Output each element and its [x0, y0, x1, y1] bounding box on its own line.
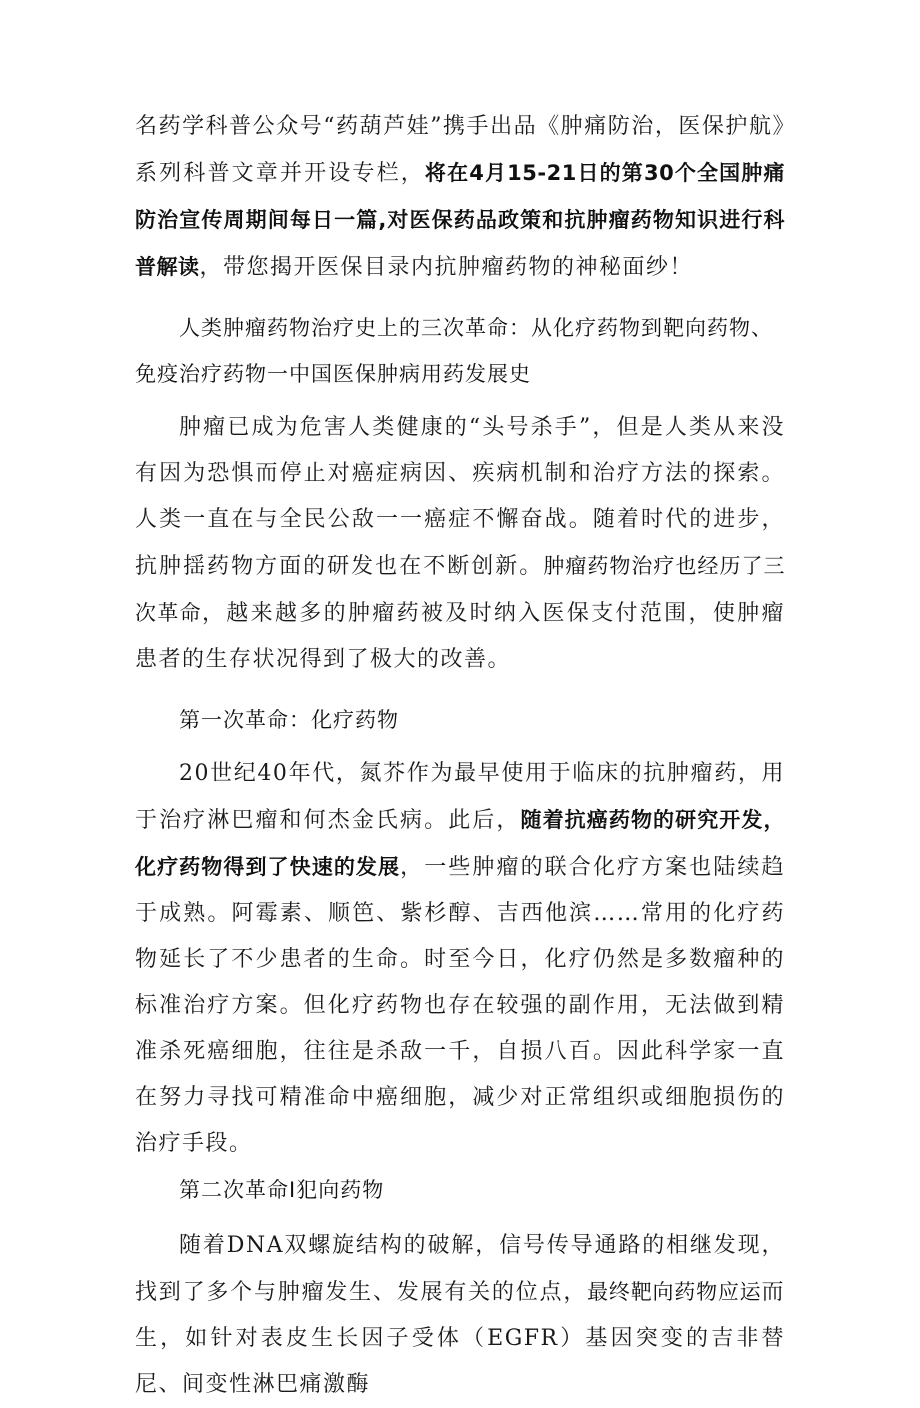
paragraph-targeted: [135, 1223, 785, 1408]
intro-paragraph: [135, 104, 785, 291]
intro-text-end: ，带您揭开医保目录内抗肿瘤药物的神秘面纱！: [199, 255, 694, 280]
intro-text: 名药学科普公众号“药葫芦娃”携手出品《肿痛防治，医保护航》系列科普文章并开设专栏，: [135, 114, 785, 186]
targeted-text-end: 而生，如针对表皮生长因子受体（EGFR）基因突变的吉非替尼、间变性淋巴痛激酶: [135, 1280, 785, 1397]
paragraph-overview: [135, 405, 785, 683]
chemo-text-end: ，一些肿瘤的联合化疗方案也陆续趋于成熟。阿霉素、顺笆、紫杉醇、吉西他滨……常用的化疗药物延长了不少患者的生命。时至今日，化疗仍然是多数瘤种的标准治疗方案。但化疗药物也存在较强的副作用，无法做到精准杀死癌细胞，往往是杀敌一千，自损八百。因此科学家一直在努力寻找可精准命中癌细胞，减少对正常组织或细胞损伤的治疗手段。: [135, 855, 785, 1156]
article-body: [135, 104, 785, 1408]
intro-bold-text: 将在4月15-21日的第30个全国肿痛防治宣传周期间每日一篇,对医保药品政策和抗肿瘤药物知识进行科普解读: [135, 161, 785, 279]
paragraph-chemotherapy: [135, 751, 785, 1167]
article-title: 人类肿瘤药物治疗史上的三次革命：从化疗药物到靶向药物、免疫治疗药物一中国医保肿病用药发展史: [135, 316, 773, 386]
targeted-highlight: 最终靶向药物应运: [587, 1280, 762, 1304]
overview-text-end: ，越来越多的肿瘤药被及时纳入医保支付范围，使肿瘤患者的生存状况得到了极大的改善。: [135, 601, 785, 672]
overview-highlight: 肿瘤药物治疗也经历了三次革命: [135, 554, 785, 625]
overview-text: 肿瘤已成为危害人类健康的“头号杀手”，但是人类从来没有因为恐惧而停止对癌症病因、疾病机制和治疗方法的探索。人类一直在与全民公敌一一癌症不懈奋战。随着时代的进步，抗肿揺药物方面的研发也在不断创新。: [135, 415, 785, 579]
chemo-bold-text: 随着抗癌药物的研究开发，化疗药物得到了快速的发展: [135, 808, 785, 879]
targeted-text: 随着DNA双螺旋结构的破解，信号传导通路的相继发现，找到了多个与肿瘤发生、发展有关的位点，: [135, 1233, 785, 1305]
section-heading-second: 第二次革命I犯向药物: [179, 1178, 385, 1202]
section-heading-first: 第一次革命：化疗药物: [179, 708, 399, 732]
chemo-text: 20世纪40年代，氮芥作为最早使用于临床的抗肿瘤药，用于治疗淋巴瘤和何杰金氏病。此后，: [135, 761, 785, 833]
